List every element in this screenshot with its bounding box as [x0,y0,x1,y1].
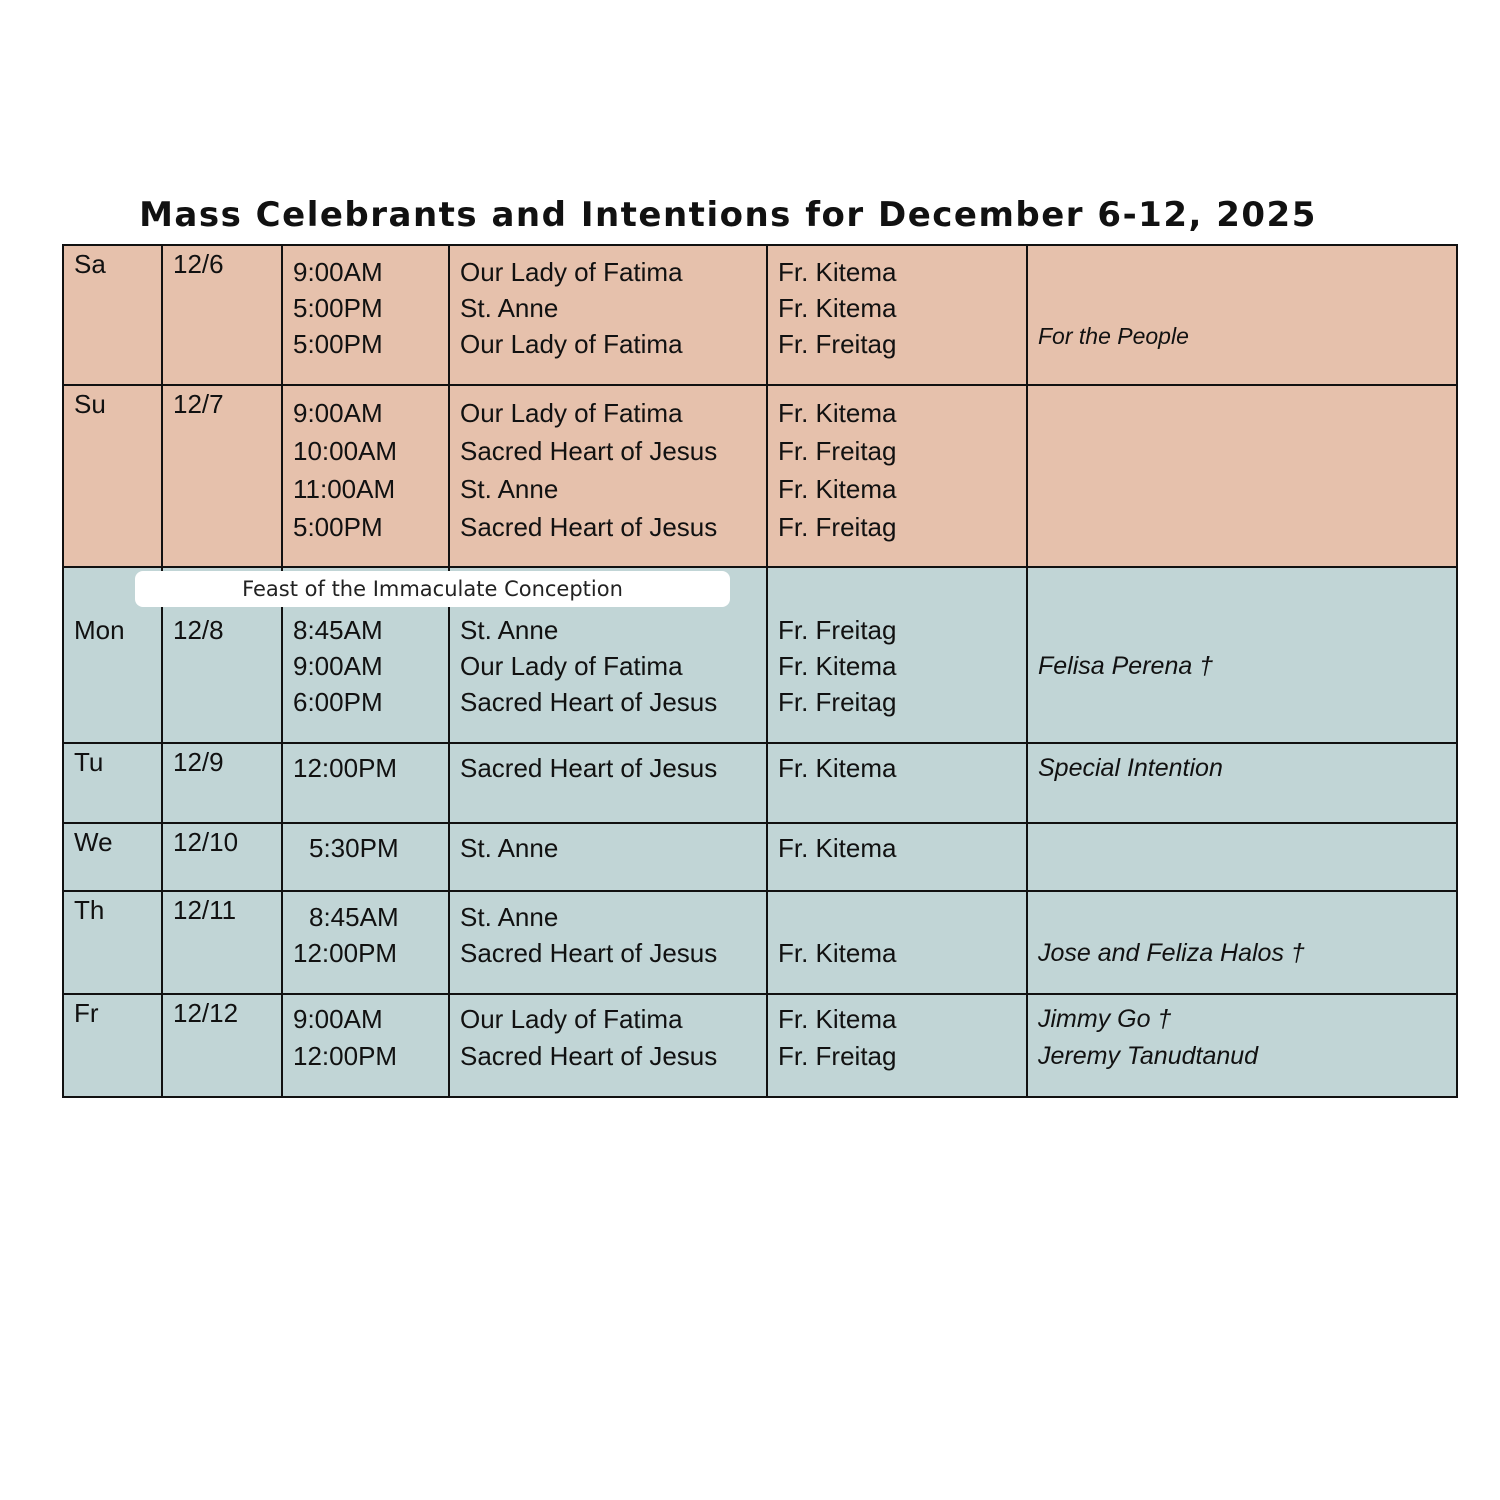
locations-cell: Sacred Heart of Jesus [449,743,767,823]
day-cell: Sa [63,245,162,385]
times-cell: 9:00AM 12:00PM [282,994,449,1097]
date-cell: 12/10 [162,823,282,891]
celebrants-cell: Fr. Kitema [767,891,1027,994]
locations-cell: St. Anne [449,823,767,891]
date-cell: 12/7 [162,385,282,567]
intentions-cell [1027,823,1457,891]
celebrants-cell: Fr. Kitema Fr. Freitag [767,994,1027,1097]
locations-cell: Our Lady of Fatima Sacred Heart of Jesus St. Anne Sacred Heart of Jesus [449,385,767,567]
day-cell: Fr [63,994,162,1097]
times-cell: 8:45AM 9:00AM 6:00PM [282,567,449,743]
locations-cell: St. Anne Sacred Heart of Jesus [449,891,767,994]
feast-banner: Feast of the Immaculate Conception [135,571,730,607]
day-cell: We [63,823,162,891]
celebrants-cell: Fr. Kitema [767,743,1027,823]
mass-schedule-table [62,244,1458,1098]
table-row [63,245,1457,385]
times-cell: 12:00PM [282,743,449,823]
table-row [63,891,1457,994]
times-cell: 5:30PM [282,823,449,891]
date-cell: 12/9 [162,743,282,823]
times-cell: 8:45AM 12:00PM [282,891,449,994]
locations-cell: St. Anne Our Lady of Fatima Sacred Heart of Jesus [449,567,767,743]
celebrants-cell: Fr. Freitag Fr. Kitema Fr. Freitag [767,567,1027,743]
locations-cell: Our Lady of Fatima St. Anne Our Lady of Fatima [449,245,767,385]
table-row [63,743,1457,823]
day-cell: Th [63,891,162,994]
table-row [63,994,1457,1097]
times-cell: 9:00AM 10:00AM 11:00AM 5:00PM [282,385,449,567]
date-cell: 12/8 [162,567,282,743]
page-title: Mass Celebrants and Intentions for December 6-12, 2025 [139,195,1317,235]
table-row [63,385,1457,567]
intentions-cell: Jimmy Go † Jeremy Tanudtanud [1027,994,1457,1097]
intentions-cell: Special Intention [1027,743,1457,823]
intentions-cell: For the People [1027,245,1457,385]
times-cell: 9:00AM 5:00PM 5:00PM [282,245,449,385]
date-cell: 12/12 [162,994,282,1097]
celebrants-cell: Fr. Kitema Fr. Kitema Fr. Freitag [767,245,1027,385]
date-cell: 12/6 [162,245,282,385]
intentions-cell: Jose and Feliza Halos † [1027,891,1457,994]
locations-cell: Our Lady of Fatima Sacred Heart of Jesus [449,994,767,1097]
day-cell: Su [63,385,162,567]
celebrants-cell: Fr. Kitema Fr. Freitag Fr. Kitema Fr. Freitag [767,385,1027,567]
table-row [63,823,1457,891]
celebrants-cell: Fr. Kitema [767,823,1027,891]
intentions-cell: Felisa Perena † [1027,567,1457,743]
day-cell: Mon [63,567,162,743]
intentions-cell [1027,385,1457,567]
day-cell: Tu [63,743,162,823]
date-cell: 12/11 [162,891,282,994]
